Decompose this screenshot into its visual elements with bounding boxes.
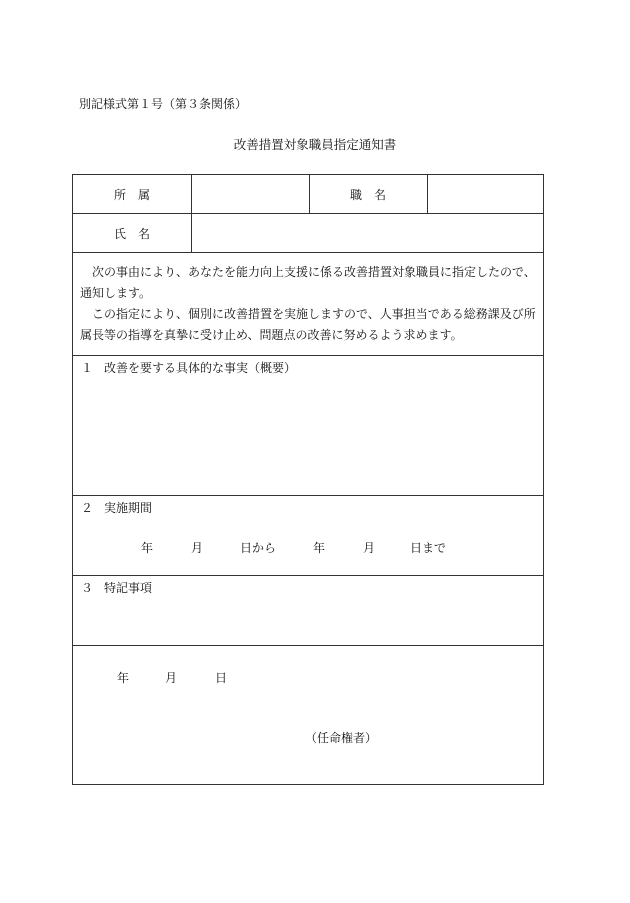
- period-to-day: 日まで: [410, 541, 447, 555]
- row-divider: [73, 355, 543, 356]
- name-label: 氏 名: [113, 227, 150, 241]
- notice-line: 属長等の指導を真摯に受け止め、問題点の改善に努めるよう求めます。: [80, 328, 463, 342]
- period-from-month: 月: [191, 541, 204, 555]
- notice-line: 通知します。: [80, 286, 152, 300]
- notice-line: 次の事由により、あなたを能力向上支援に係る改善措置対象職員に指定したので、: [92, 265, 536, 279]
- row-divider: [73, 252, 543, 253]
- footer-month: 月: [165, 671, 178, 685]
- row-divider: [73, 495, 543, 496]
- section-number-notes: ３: [81, 581, 94, 595]
- position-label: 職 名: [349, 188, 386, 202]
- column-divider: [191, 175, 192, 252]
- facts-field[interactable]: [81, 380, 537, 490]
- section-label-notes: 特記事項: [104, 581, 153, 595]
- footer-day: 日: [215, 671, 228, 685]
- period-to-year: 年: [313, 541, 326, 555]
- section-number-period: ２: [81, 501, 94, 515]
- period-to-month: 月: [363, 541, 376, 555]
- footer-year: 年: [117, 671, 130, 685]
- section-number-facts: １: [81, 361, 94, 375]
- row-divider: [73, 575, 543, 576]
- notice-form: [72, 174, 544, 785]
- name-field[interactable]: [193, 219, 541, 249]
- section-label-facts: 改善を要する具体的な事実（概要）: [104, 361, 297, 375]
- section-label-period: 実施期間: [104, 501, 153, 515]
- notice-line: この指定により、個別に改善措置を実施しますので、人事担当である総務課及び所: [92, 307, 536, 321]
- position-field[interactable]: [429, 180, 541, 210]
- affiliation-field[interactable]: [193, 180, 307, 210]
- form-number: 別記様式第１号（第３条関係）: [79, 97, 248, 111]
- affiliation-label: 所 属: [113, 188, 150, 202]
- period-from-day: 日から: [240, 541, 277, 555]
- notes-field[interactable]: [81, 599, 537, 641]
- appointing-authority: （任命権者）: [305, 731, 378, 745]
- row-divider: [73, 645, 543, 646]
- row-divider: [73, 213, 543, 214]
- period-from-year: 年: [141, 541, 154, 555]
- document-title: 改善措置対象職員指定通知書: [233, 137, 397, 152]
- column-divider: [427, 175, 428, 213]
